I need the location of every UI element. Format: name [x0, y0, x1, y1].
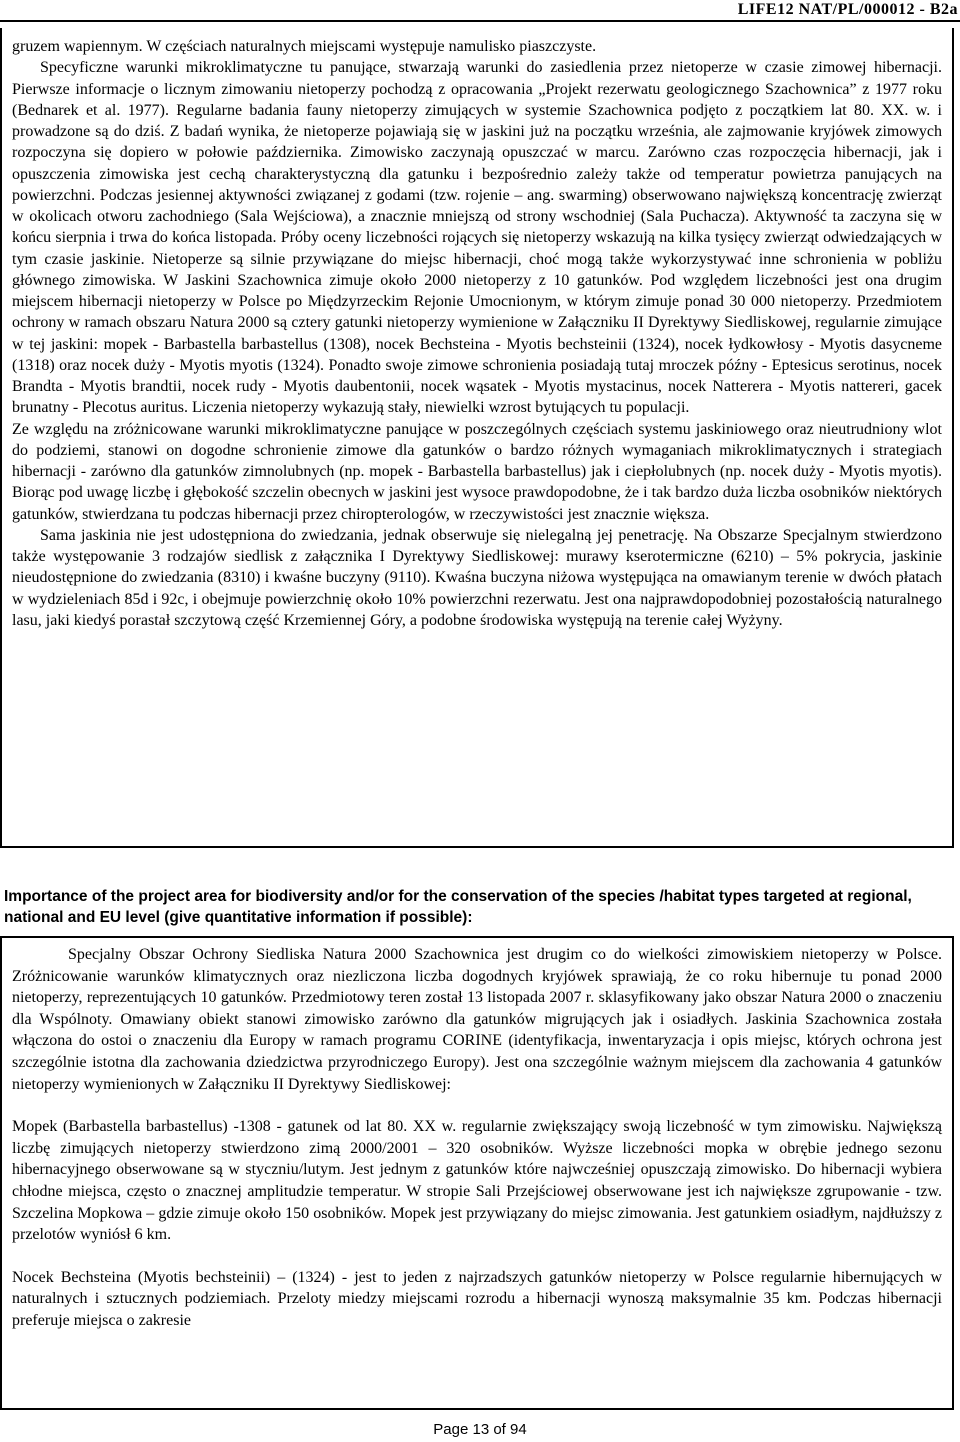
section-heading: Importance of the project area for biodiversity and/or for the conservation of the species /habitat types targeted at regional, national and EU level (give quantitative information if possible): — [4, 888, 912, 926]
text-paragraph: Specjalny Obszar Ochrony Siedliska Natura 2000 Szachownica jest drugim co do wielkości zimowiskiem nietoperzy w Polsce. Zróżnicowanie warunków klimatycznych oraz niezliczona liczba dogodnych kryjówek sprawiają, że co roku hibernuje tu ponad 2000 nietoperzy, reprezentujących 10 gatunków. Przedmiotowy teren został 13 listopada 2007 r. sklasyfikowany jako obszar Natura 2000 o znaczeniu dla Wspólnoty. Omawiany obiekt stanowi zimowisko zarówno dla gatunków migrujących jak i osiadłych. Jaskinia Szachownica została włączona do ostoi o znaczeniu dla Europy w ramach programu CORINE (identyfikacja, inwentaryzacja i opis miejsc, których ochrona jest szczególnie istotna dla zachowania dziedzictwa przyrodniczego Europy). Jest ona szczególnie ważnym miejscem dla zachowania 4 gatunków nietoperzy wymienionych w Załączniku II Dyrektywy Siedliskowej: — [12, 946, 942, 1093]
of-label: of — [493, 1421, 506, 1438]
text-paragraph: Sama jaskinia nie jest udostępniona do zwiedzania, jednak obserwuje się nielegalną jej penetrację. Na Obszarze Specjalnym stwierdzono także występowanie 3 rodzajów siedlisk z załącznika I Dyrektywy Siedliskowej: murawy kserotermiczne (6210) – 5% pokrycia, jaskinie nieudostępnione do zwiedzania (8310) i kwaśne buczyny (9110). Kwaśna buczyna niżowa występująca na omawianym terenie w dwóch płatach w wydzieleniach 85d i 92c, i obejmuje powierzchnię około 10% powierzchni rezerwatu. Jest ona najprawdopodobniej pozostałością naturalnego lasu, jaki kiedyś porastał szczytową część Krzemiennej Góry, a podobne środowiska występują na terenie całej Wyżyny. — [12, 526, 942, 629]
document-code: LIFE12 NAT/PL/000012 - B2a — [737, 1, 958, 18]
total-pages: 94 — [510, 1421, 527, 1438]
text-paragraph: gruzem wapiennym. W częściach naturalnych miejscami występuje namulisko piaszczyste. — [12, 38, 597, 55]
description-box — [0, 28, 954, 848]
header-divider — [0, 20, 960, 22]
text-paragraph: Mopek (Barbastella barbastellus) -1308 - gatunek od lat 80. XX w. regularnie zwiększający swoją liczebność w tym zimowisku. Największą liczbę zimujących nietoperzy stwierdzono zimą 2000/2001 – 320 osobników. Wyższe liczebności mopka w obrębie jednego sezonu hibernacyjnego obserwowane są w styczniu/lutym. Jest jednym z gatunków które najwcześniej opuszczają zimowisko. Do hibernacji wybiera chłodne miejsca, często o znacznej amplitudzie temperatur. W stropie Sali Przejściowej obserwowane jest ich największe zgrupowanie - tzw. Szczelina Mopkowa – gdzie zimuje około 150 osobników. Mopek jest przywiązany do miejsc zimowania. Jest gatunkiem osiadłym, najdłuższy z przelotów wyniósł 6 km. — [12, 1118, 942, 1244]
importance-box — [0, 936, 954, 1410]
page-footer — [0, 1420, 960, 1440]
text-paragraph: Ze względu na zróżnicowane warunki mikroklimatyczne panujące w poszczególnych częściach systemu jaskiniowego oraz nieutrudniony wlot do podziemi, stanowi on dogodne schronienie zimowe dla gatunków o bardzo różnych wymaganiach mikroklimatycznych i strategiach hibernacji - zarówno dla gatunków zimnolubnych (np. mopek - Barbastella barbastellus) jak i ciepłolubnych (np. nocek duży - Myotis myotis). Biorąc pod uwagę liczbę i głębokość szczelin obecnych w jaskini jest wysoce prawdopodobne, że i tak bardzo duża liczba osobników niektórych gatunków, stwierdzana tu podczas hibernacji przez chiropterologów, w rzeczywistości jest znacznie większa. — [12, 420, 942, 523]
text-paragraph: Nocek Bechsteina (Myotis bechsteinii) – (1324) - jest to jeden z najrzadszych gatunków nietoperzy w Polsce regularnie hibernujących w naturalnych i sztucznych podziemiach. Przeloty miedzy miejscami rozrodu a hibernacji wynoszą maksymalnie 35 km. Podczas hibernacji preferuje miejsca o zakresie — [12, 1268, 942, 1329]
text-paragraph: Specyficzne warunki mikroklimatyczne tu panujące, stwarzają warunki do zasiedlenia przez nietoperze w czasie zimowej hibernacji. Pierwsze informacje o licznym zimowaniu nietoperzy pochodzą z opracowania „Projekt rezerwatu geologicznego Szachownica” z 1977 roku (Bednarek et al. 1977). Regularne badania fauny nietoperzy zimujących w systemie Szachownica podjęto z początkiem lat 80. XX. w. i prowadzone są do dziś. Z badań wynika, że nietoperze pojawiają się w jaskini już na początku września, ale zajmowanie kryjówek zimowych rozpoczyna się dopiero w połowie października. Zimowisko zaczynają opuszczać w marcu. Zarówno czas rozpoczęcia hibernacji, jak i opuszczenia zimowiska jest cechą charakterystyczną dla gatunku i bezpośrednio zależy także od temperatur powietrza panujących na powierzchni. Podczas jesiennej aktywności związanej z godami (tzw. rojenie – ang. swarming) obserwowano największą koncentrację zwierząt w okolicach otworu zachodniego (Sala Wejściowa), a znacznie mniejszą od strony wschodniej (Sala Puchacza). Aktywność ta zaczyna się w końcu sierpnia i trwa do końca listopada. Próby oceny liczebności rojących się nietoperzy wskazują na kilka tysięcy zwierząt odwiedzających w tym czasie jaskinie. Nietoperze są silnie przywiązane do miejsc hibernacji, choć mogą także wykorzystywać inne schronienia w pobliżu głównego zimowiska. W Jaskini Szachownica zimuje około 2000 nietoperzy z 10 gatunków. Pod względem liczebności jest ona drugim miejscem hibernacji nietoperzy w Polsce po Międzyrzeckim Rejonie Umocnionym, w którym zimuje ponad 30 000 nietoperzy. Przedmiotem ochrony w ramach obszaru Natura 2000 są cztery gatunki nietoperzy wymienione w Załączniku II Dyrektywy Siedliskowej, regularnie zimujące w tej jaskini: mopek - Barbastella barbastellus (1308), nocek Bechsteina - Myotis bechsteinii (1324), nocek łydkowłosy - Myotis dasycneme (1318) oraz nocek duży - Myotis myotis (1324). Ponadto swoje zimowe schronienia posiadają tutaj mroczek późny - Eptesicus serotinus, nocek Brandta - Myotis brandtii, nocek rudy - Myotis daubentonii, nocek wąsatek - Myotis mystacinus, nocek Natterera - Myotis nattereri, gacek brunatny - Plecotus auritus. Liczenia nietoperzy wykazują stały, niewielki wzrost bytujących tu populacji. — [12, 59, 942, 417]
page-label: Page — [433, 1421, 469, 1438]
page-number: 13 — [472, 1421, 490, 1438]
